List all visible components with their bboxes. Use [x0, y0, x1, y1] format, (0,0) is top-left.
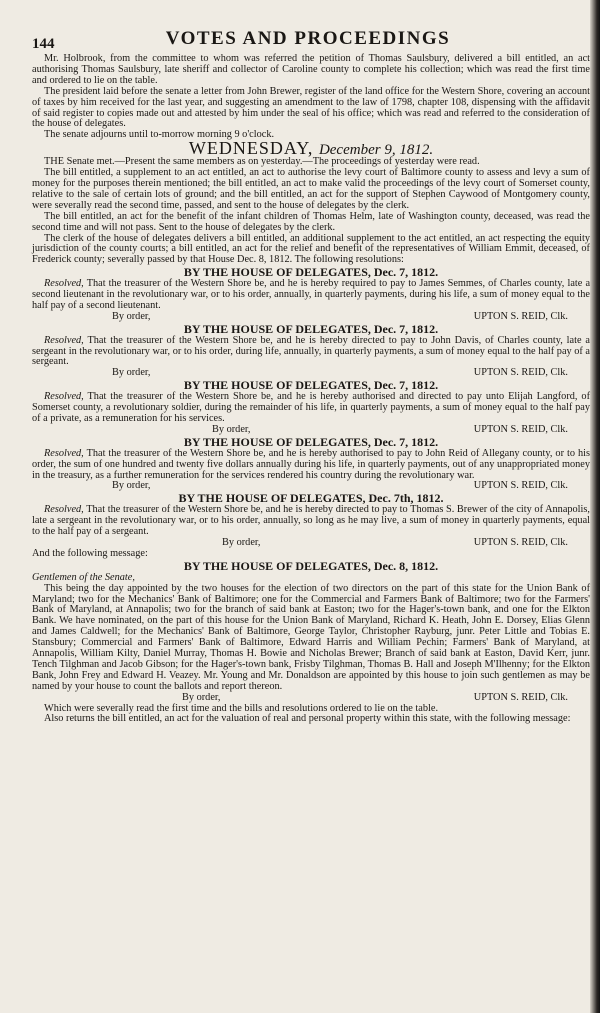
resolved-label: Resolved, — [44, 334, 84, 346]
by-order: By order, — [212, 423, 251, 435]
clerk-name: UPTON S. REID, Clk. — [473, 367, 568, 379]
resolved-label: Resolved, — [44, 278, 84, 290]
by-order: By order, — [222, 536, 261, 548]
resolution-heading: BY THE HOUSE OF DELEGATES, Dec. 7, 1812. — [183, 378, 439, 393]
paragraph-read-first-time: Which were severally read the first time and the bills and resolutions ordered to lie on the table. — [44, 702, 439, 714]
message-intro: And the following message: — [32, 547, 148, 559]
paragraph-adjournment: The senate adjourns until to-morrow morning 9 o'clock. — [44, 129, 275, 141]
day-name: WEDNESDAY, — [188, 138, 314, 159]
resolution-body: That the treasurer of the Western Shore be, and he is hereby directed to pay to Thomas S. Brewer of the city of Annapolis, late a sergeant in the revolutionary war, or to his order, annually, so long as he may live, a sum of money in quarterly payments, equal to the half pay of a sergeant. — [32, 504, 590, 538]
resolution — [32, 380, 590, 436]
page-body — [32, 54, 590, 725]
by-order: By order, — [112, 480, 151, 492]
resolution-text — [32, 505, 590, 538]
clerk-name: UPTON S. REID, Clk. — [473, 310, 568, 322]
by-order: By order, — [112, 310, 151, 322]
resolution-body: That the treasurer of the Western Shore be, and he is hereby required to pay to James Semmes, of Charles county, late a second lieutenant in the revolutionary war, or to his order, annually, in quarterly payments, during his life, a sum of money equal to the half pay of a second lieutenant. — [32, 278, 591, 311]
resolution — [32, 434, 590, 493]
resolution-heading: BY THE HOUSE OF DELEGATES, Dec. 7th, 1812. — [178, 491, 444, 506]
resolution — [32, 493, 590, 549]
resolution-body: That the treasurer of the Western Shore be, and he is hereby authorised to pay to John Reid of Allegany county, or to his order, the sum of one hundred and twenty five dollars annually during his life, in quarterly payments, out of any unappropriated money in the treasury, as a further remuneration for the services rendered his country during the revolutionary war. — [32, 447, 590, 481]
resolved-label: Resolved, — [44, 391, 84, 403]
resolution-text — [32, 449, 590, 482]
message-heading: BY THE HOUSE OF DELEGATES, Dec. 8, 1812. — [183, 558, 439, 573]
house-message — [32, 558, 590, 704]
resolution-text — [32, 392, 590, 425]
page-binding-shadow — [590, 0, 600, 1013]
running-title: VOTES AND PROCEEDINGS — [165, 28, 451, 49]
clerk-name: UPTON S. REID, Clk. — [473, 423, 568, 435]
page-number: 144 — [32, 36, 55, 52]
by-order: By order, — [112, 367, 151, 379]
paragraph-senate-met: THE Senate met.—Present the same members as on yesterday.—The proceedings of yesterday were read. — [44, 156, 480, 168]
clerk-name: UPTON S. REID, Clk. — [473, 480, 568, 492]
resolution — [32, 267, 590, 323]
paragraph-holbrook: Mr. Holbrook, from the committee to whom was referred the petition of Thomas Saulsbury, delivered a bill entitled, an act authorising Thomas Saulsbury, late sheriff and collector of Caroline county to complete his collection; which was read the first time and ordered to lie on the table. — [32, 53, 590, 86]
day-date: December 9, 1812. — [318, 142, 434, 159]
resolution-heading: BY THE HOUSE OF DELEGATES, Dec. 7, 1812. — [183, 321, 439, 336]
by-order: By order, — [182, 691, 221, 703]
message-salutation — [32, 573, 590, 584]
clerk-name: UPTON S. REID, Clk. — [473, 536, 568, 548]
day-heading — [32, 138, 590, 159]
resolution-text — [32, 336, 590, 369]
resolved-label: Resolved, — [44, 447, 84, 459]
resolved-label: Resolved, — [44, 504, 84, 516]
page-header — [32, 28, 584, 52]
salutation-text: Gentlemen of the Senate, — [32, 571, 135, 583]
paragraph-clerk-delivers: The clerk of the house of delegates delivers a bill entitled, an additional supplement to the act entitled, an act respecting the equity jurisdiction of the county courts; a bill entitled, an act for the relief and benefit of the representatives of William Emmit, deceased, of Frederick county; severally passed by that House Dec. 8, 1812. The following resolutions: — [32, 232, 590, 266]
resolution-body: That the treasurer of the Western Shore be, and he is hereby authorised and directed to pay unto Elijah Langford, of Somerset county, a revolutionary soldier, during the remainder of his life, in quarterly payments, a sum of money equal to the half pay of a private, as a remuneration for his services. — [32, 391, 590, 424]
paragraph-helm-bill: The bill entitled, an act for the benefit of the infant children of Thomas Helm, late of Washington county, deceased, was read the second time and will not pass. Sent to the house of delegates by the clerk. — [32, 210, 590, 233]
resolution-heading: BY THE HOUSE OF DELEGATES, Dec. 7, 1812. — [183, 434, 439, 449]
message-signature — [32, 693, 590, 704]
paragraph-brewer-letter: The president laid before the senate a letter from John Brewer, register of the land office for the Western Shore, covering an account of taxes by him received for the last year, and suggesting an amendment to the law of 1798, chapter 108, dispensing with the affidavit of said register to copies made out and attested by him under the seal of his office; which was read and referred to the consideration of the house of delegates. — [32, 85, 590, 130]
clerk-name: UPTON S. REID, Clk. — [473, 691, 568, 703]
message-body: This being the day appointed by the two houses for the election of two directors on the part of this state for the Union Bank of Maryland; two for the Mechanics' Bank of Baltimore; one for the Commercial and Farmers Bank of Baltimore; two for the Farmers' Bank of Maryland, at Annapolis; two for the branch of said bank at Easton; two for the Hager's-town bank, and one for the Elkton Bank. We have nominated, on the part of this house for the Union Bank of Maryland, Richard K. Heath, John E. Dorsey, Elias Glenn and James Caldwell; for the Mechanics' Bank of Baltimore, George Taylor, Christopher Rayburg, junr. Peter Little and Tobias E. Stansbury; Commercial and Farmers' Bank of Baltimore, Edward Harris and William Pechin; Farmers' Bank of Maryland, at Annapolis, William Kilty, Daniel Murray, Thomas H. Bowie and Nicholas Brewer; Branch of said bank at Easton, David Kerr, junr. Tench Tilghman and Jacob Gibson; for the Hager's-town bank, Frisby Tilghman, Thomas B. Hall and Joseph M'Ilhenny; for the Elkton Bank, John Frey and Edward H. Veazey. Mr. Young and Mr. Donaldson are appointed by this house to join such gentlemen as may be named by your house to count the ballots and report thereon. — [32, 582, 590, 692]
paragraph-bills-passed: The bill entitled, a supplement to an act entitled, an act to authorise the levy court of Baltimore county to assess and levy a sum of money for the purposes therein mentioned; the bill entitled, an act to make valid the proceedings of the levy court of Somerset county, relative to the sale of certain lots of ground; and the bill entitled, an act for the support of Stephen Caywood of Montgomery county, were severally read the second time, passed, and sent to the house of delegates by the clerk. — [32, 167, 590, 211]
paragraph-valuation-bill: Also returns the bill entitled, an act for the valuation of real and personal property within this state, with the following message: — [44, 713, 571, 725]
resolution — [32, 321, 590, 380]
resolution-heading: BY THE HOUSE OF DELEGATES, Dec. 7, 1812. — [183, 265, 439, 280]
resolution-body: That the treasurer of the Western Shore be, and he is hereby directed to pay to John Davis, of Charles county, late a sergeant in the revolutionary war, or to his order, during life, annually, in quarterly payments, a sum of money equal to the half pay of a sergeant. — [32, 334, 590, 368]
resolution-text — [32, 279, 590, 312]
